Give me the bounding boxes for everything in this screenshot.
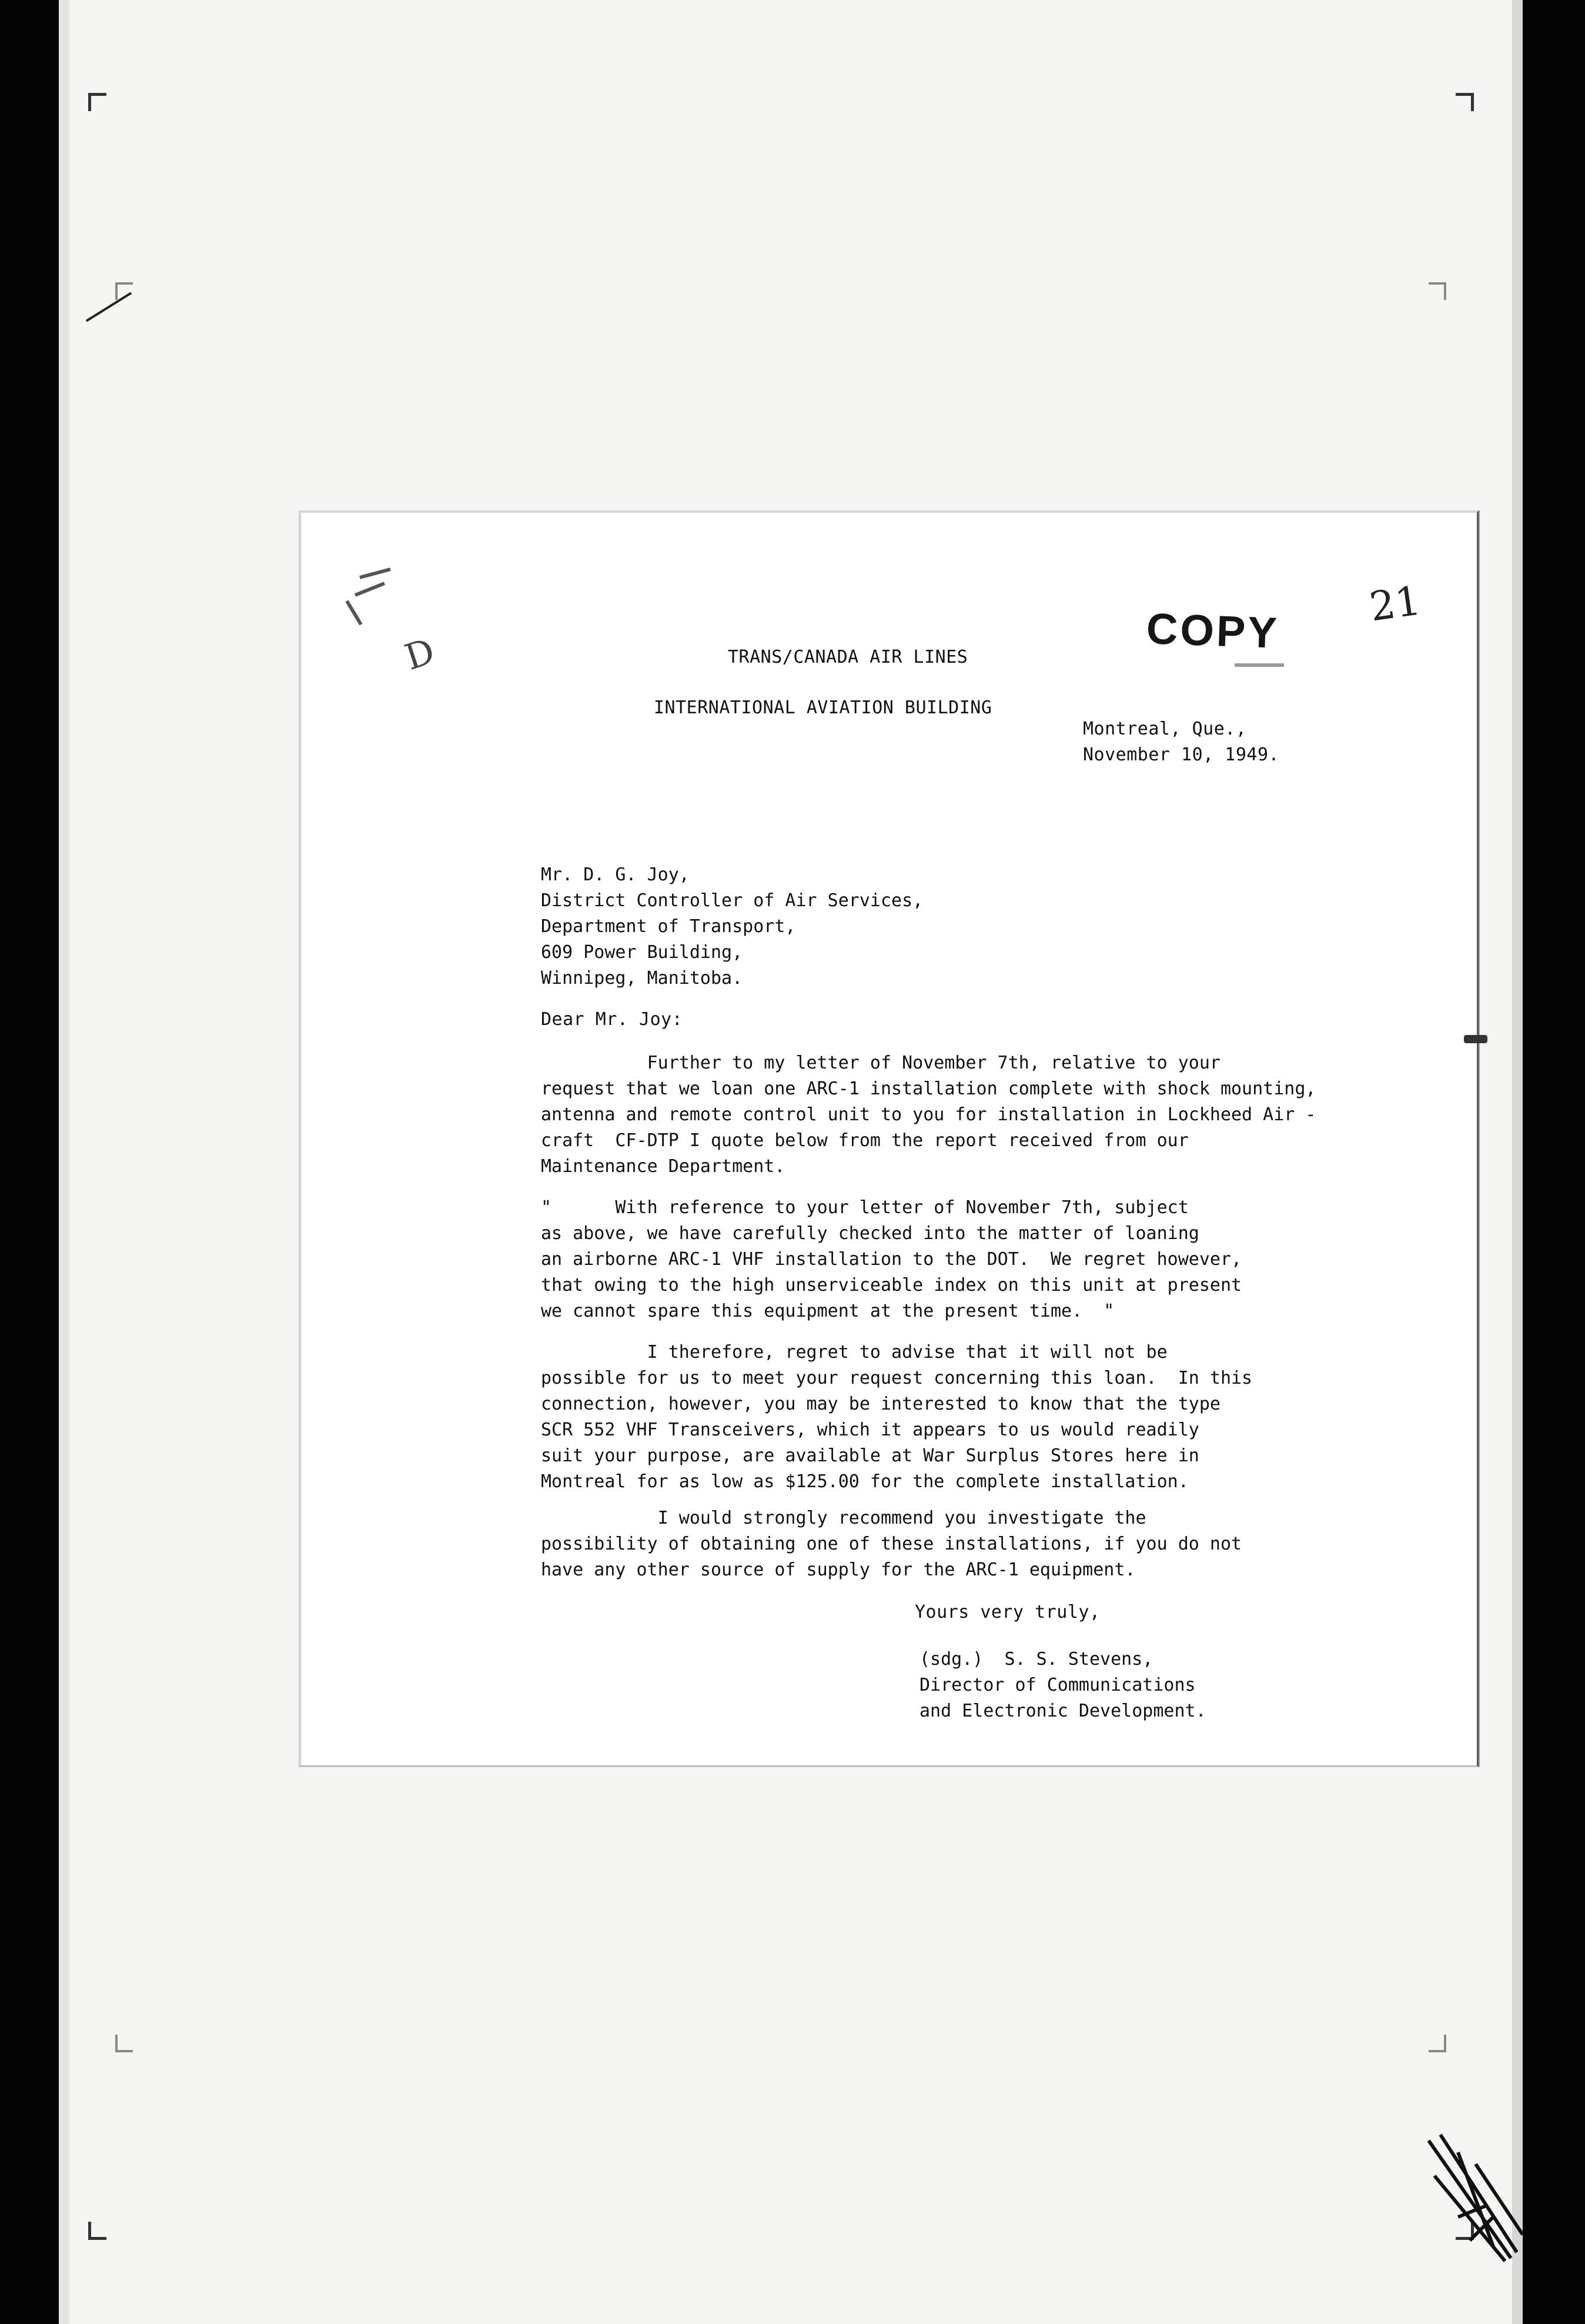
signature-block (919, 1647, 1206, 1724)
letterhead-company: TRANS/CANADA AIR LINES (728, 647, 968, 667)
body-paragraph-1 (541, 1050, 1434, 1180)
letterhead-building: INTERNATIONAL AVIATION BUILDING (654, 697, 992, 718)
margin-handwritten-mark: D (400, 630, 440, 679)
letter-place: Montreal, Que., (1083, 719, 1247, 739)
body-line: Maintenance Department. (541, 1156, 785, 1177)
body-line: suit your purpose, are available at War Surplus Stores here in (541, 1445, 1199, 1466)
signature-line: Director of Communications (919, 1675, 1196, 1695)
crop-mark-top-left (88, 93, 106, 111)
address-line: Department of Transport, (541, 916, 796, 937)
body-line: an airborne ARC-1 VHF installation to the DOT. We regret however, (541, 1249, 1242, 1270)
body-line: as above, we have carefully checked into the matter of loaning (541, 1223, 1199, 1244)
letter-date: November 10, 1949. (1083, 744, 1280, 765)
body-line: we cannot spare this equipment at the present time. " (541, 1301, 1115, 1321)
sheet-edge-tab (1464, 1035, 1487, 1043)
recipient-address (541, 862, 923, 991)
body-line: Further to my letter of November 7th, relative to your (541, 1053, 1220, 1073)
film-edge-right (1512, 0, 1523, 2324)
complimentary-close: Yours very truly, (915, 1602, 1101, 1622)
body-paragraph-2-quote (541, 1195, 1434, 1324)
body-line: SCR 552 VHF Transceivers, which it appears to us would readily (541, 1420, 1199, 1440)
handwritten-page-number: 21 (1366, 577, 1424, 631)
crop-mark-inner-bottom-right (1429, 2035, 1446, 2052)
crop-mark-inner-bottom-left (115, 2035, 133, 2052)
signature-line: (sdg.) S. S. Stevens, (919, 1649, 1153, 1669)
copy-stamp: COPY (1145, 604, 1280, 657)
body-line: connection, however, you may be interested to know that the type (541, 1394, 1220, 1414)
film-edge-left (59, 0, 69, 2324)
address-line: 609 Power Building, (541, 942, 743, 963)
body-line: possible for us to meet your request concerning this loan. In this (541, 1368, 1253, 1388)
body-line: antenna and remote control unit to you for installation in Lockheed Air - (541, 1104, 1316, 1125)
film-debris-icon (1423, 2129, 1523, 2264)
margin-check-icon (343, 566, 396, 630)
body-line: have any other source of supply for the ARC-1 equipment. (541, 1560, 1136, 1580)
crop-mark-top-right (1456, 93, 1474, 111)
body-paragraph-3 (541, 1340, 1434, 1495)
body-line: possibility of obtaining one of these installations, if you do not (541, 1534, 1242, 1554)
address-line: Winnipeg, Manitoba. (541, 968, 743, 989)
body-line: " With reference to your letter of November 7th, subject (541, 1197, 1189, 1218)
signature-line: and Electronic Development. (919, 1701, 1206, 1721)
address-line: District Controller of Air Services, (541, 890, 924, 911)
body-line: that owing to the high unserviceable index on this unit at present (541, 1275, 1242, 1295)
address-line: Mr. D. G. Joy, (541, 864, 690, 885)
body-line: request that we loan one ARC-1 installation complete with shock mounting, (541, 1078, 1316, 1099)
body-paragraph-4 (541, 1505, 1434, 1583)
body-line: Montreal for as low as $125.00 for the complete installation. (541, 1471, 1189, 1492)
crop-mark-inner-top-right (1429, 282, 1446, 300)
stamp-underline (1235, 663, 1284, 667)
salutation: Dear Mr. Joy: (541, 1009, 683, 1030)
body-line: craft CF-DTP I quote below from the report received from our (541, 1130, 1189, 1151)
body-line: I therefore, regret to advise that it will not be (541, 1342, 1168, 1363)
crop-mark-bottom-left (88, 2222, 106, 2240)
body-line: I would strongly recommend you investigate the (541, 1508, 1146, 1528)
